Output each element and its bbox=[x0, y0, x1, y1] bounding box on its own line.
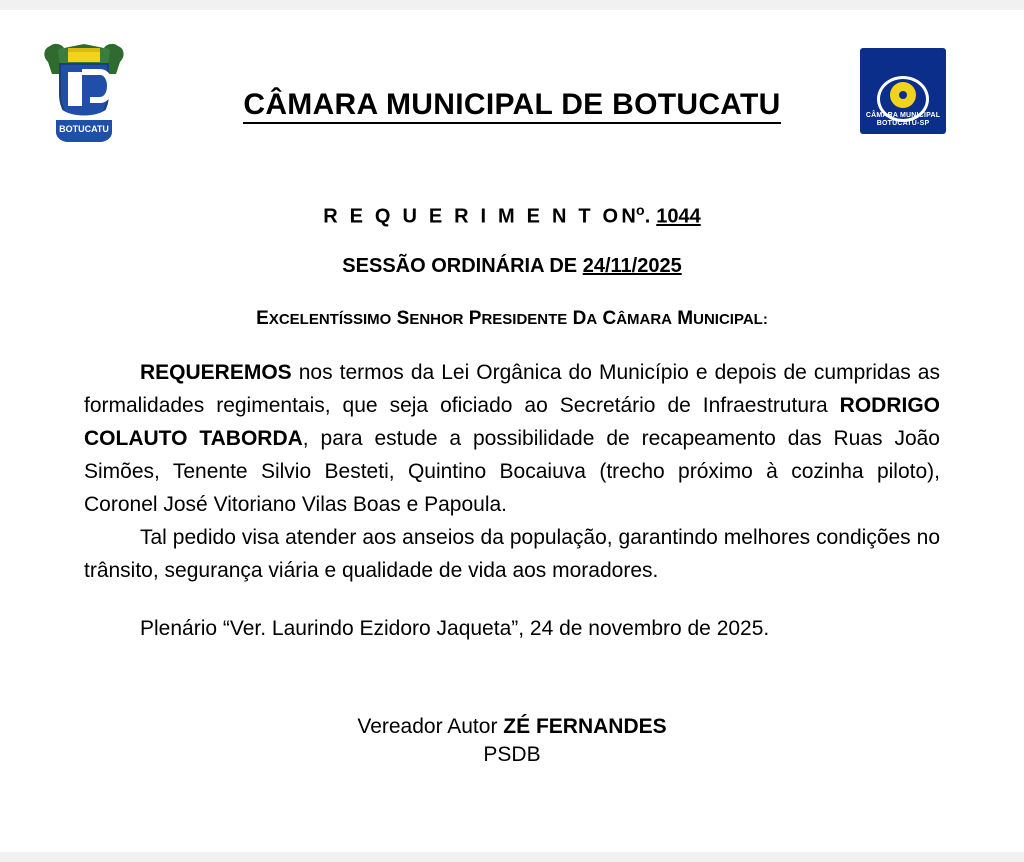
document-body bbox=[84, 202, 940, 767]
page-title-text: CÂMARA MUNICIPAL DE BOTUCATU bbox=[243, 88, 780, 124]
paragraph-2 bbox=[84, 521, 940, 587]
sessao-line bbox=[84, 255, 940, 278]
paragraph-1-lead: REQUEREMOS bbox=[140, 360, 292, 384]
logo-caption-line2: BOTUCATU-SP bbox=[876, 120, 930, 127]
paragraph-2-text: Tal pedido visa atender aos anseios da população, garantindo melhores condições no trânsito, segurança viária e qualidade de vida aos moradores. bbox=[84, 525, 940, 582]
document-page bbox=[0, 10, 1024, 852]
signature-line bbox=[84, 715, 940, 739]
sessao-data: 24/11/2025 bbox=[582, 254, 682, 277]
document-header bbox=[0, 10, 1024, 140]
paragraph-1 bbox=[84, 356, 940, 521]
requerimento-line bbox=[84, 202, 940, 229]
plenario-line: Plenário “Ver. Laurindo Ezidoro Jaqueta”, 24 de novembro de 2025. bbox=[140, 616, 770, 640]
signature-block bbox=[84, 715, 940, 767]
secretary-name: RODRIGO COLAUTO TABORDA bbox=[84, 393, 940, 450]
paragraph-1-part1: nos termos da Lei Orgânica do Município e depois de cumpridas as formalidades regimentais, que seja oficiado ao Secretário de Infraestrutura bbox=[84, 360, 940, 417]
page-title bbox=[0, 88, 1024, 122]
svg-text:BOTUCATU: BOTUCATU bbox=[59, 124, 109, 134]
sessao-label: SESSÃO ORDINÁRIA DE bbox=[342, 254, 578, 277]
requerimento-numero-dot: . bbox=[644, 205, 651, 228]
logo-caption-line1: CÂMARA MUNICIPAL bbox=[865, 112, 941, 119]
signature-name: ZÉ FERNANDES bbox=[503, 714, 667, 738]
vocativo: EXCELENTÍSSIMO SENHOR PRESIDENTE DA CÂMARA MUNICIPAL: bbox=[256, 307, 768, 329]
requerimento-numero-sup: o bbox=[635, 202, 645, 218]
signature-role: Vereador Autor bbox=[357, 714, 504, 738]
signature-party: PSDB bbox=[483, 742, 541, 766]
requerimento-numero: 1044 bbox=[656, 205, 701, 228]
requerimento-numero-prefix: N bbox=[621, 205, 636, 228]
paragraph-1-part2: , para estude a possibilidade de recapeamento das Ruas João Simões, Tenente Silvio Besteti, Quintino Bocaiuva (trecho próximo à cozinha piloto), Coronel José Vitoriano Vilas Boas e Papoula. bbox=[84, 426, 940, 516]
requerimento-label: R E Q U E R I M E N T O bbox=[323, 205, 622, 228]
